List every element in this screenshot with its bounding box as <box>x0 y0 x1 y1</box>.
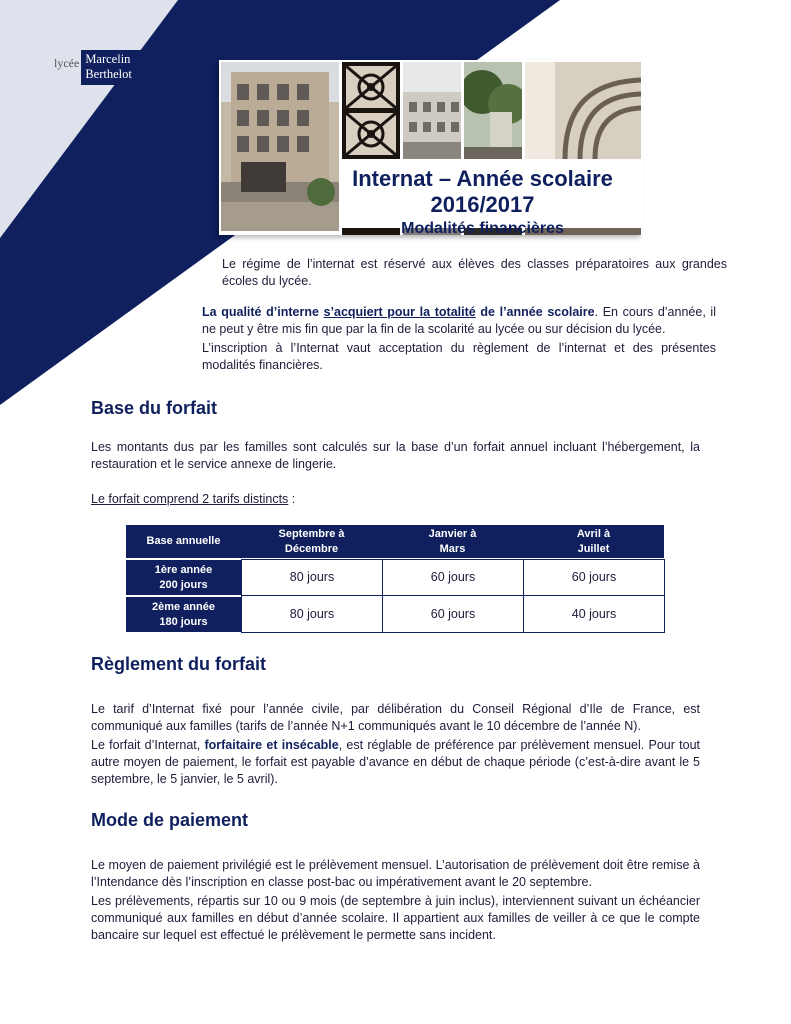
table-cell: 60 jours <box>382 559 524 596</box>
table-col-header <box>523 525 664 558</box>
tarifs-link: Le forfait comprend 2 tarifs distincts <box>91 492 289 506</box>
col-1-line-1: Septembre à <box>278 527 345 540</box>
school-logo <box>54 50 147 85</box>
photo-street-building <box>403 62 461 159</box>
logo-box <box>81 50 147 85</box>
col-3-line-2: Juillet <box>577 542 610 555</box>
reglement-text-b: , est réglable de préférence par prélèvement mensuel. Pour tout autre moyen de paiement, le forfait est payable d’avance en début de chaque période (c’est-à-dire avant le 5 septembre, le 5 janvier, le 5 avril). <box>91 738 700 786</box>
title-box <box>322 160 643 238</box>
heading-reglement: Règlement du forfait <box>91 654 267 674</box>
logo-line-1: Marcelin <box>85 52 131 66</box>
row-1-line-2: 200 jours <box>159 578 208 591</box>
tarifs-link-suffix: : <box>288 492 296 506</box>
table-cell: 80 jours <box>241 559 383 596</box>
paiement-paragraph-1: Le moyen de paiement privilégié est le prélèvement mensuel. L’autorisation de prélèvement doit être remise à l’Intendance dès l’inscription en classe post-bac ou impérativement avant le 20 septembre. <box>91 858 700 889</box>
table-col-header <box>241 525 382 558</box>
intro-paragraph-3: L’inscription à l’Internat vaut acceptation du règlement de l’internat et des présentes modalités financières. <box>202 341 716 372</box>
reglement-paragraph-2 <box>91 737 700 788</box>
table-corner-header: Base annuelle <box>126 525 241 558</box>
table-cell: 60 jours <box>382 595 524 633</box>
intro-underlined: s’acquiert pour la totalité <box>323 305 476 319</box>
table-col-header <box>382 525 523 558</box>
logo-prefix: lycée <box>54 56 80 70</box>
col-1-line-2: Décembre <box>284 542 339 555</box>
photo-ironwork <box>342 62 400 159</box>
row-2-line-2: 180 jours <box>159 615 208 628</box>
base-forfait-note <box>91 491 295 508</box>
reglement-text-a: Le forfait d’Internat, <box>91 738 205 752</box>
table-cell: 80 jours <box>241 595 383 633</box>
intro-bold-1: La qualité d’interne <box>202 305 324 319</box>
col-3-line-1: Avril à <box>576 527 611 540</box>
table-cell: 40 jours <box>523 595 665 633</box>
heading-paiement: Mode de paiement <box>91 810 249 830</box>
photo-staircase <box>525 62 641 159</box>
page-title: Internat – Année scolaire 2016/2017 <box>352 166 613 217</box>
intro-paragraph-2 <box>202 304 716 338</box>
page-subtitle: Modalités financières <box>401 220 564 237</box>
paiement-paragraph-2: Les prélèvements, répartis sur 10 ou 9 mois (de septembre à juin inclus), interviennent suivant un échéancier communiqué aux familles en début d’année scolaire. Il appartient aux familles de veiller à ce que le compte bancaire sur lequel est effectué le prélèvement le permette sans incident. <box>91 894 700 942</box>
intro-rest: . En cours d’année, il ne peut y être mis fin que par la fin de la scolarité au lycée ou sur décision du lycée. <box>202 305 716 336</box>
table-row-header <box>126 560 241 595</box>
col-2-line-1: Janvier à <box>428 527 477 540</box>
row-2-line-1: 2ème année <box>152 600 215 613</box>
col-2-line-2: Mars <box>439 542 466 555</box>
header-card <box>219 60 643 235</box>
photo-trees <box>464 62 522 159</box>
row-1-line-1: 1ère année <box>154 563 213 576</box>
intro-paragraph-1: Le régime de l’internat est réservé aux élèves des classes préparatoires aux grandes écoles du lycée. <box>222 257 727 288</box>
logo-line-2: Berthelot <box>85 67 132 81</box>
heading-base-forfait: Base du forfait <box>91 398 218 418</box>
table-row-header <box>126 597 241 632</box>
table-cell: 60 jours <box>523 559 665 596</box>
reglement-paragraph-1: Le tarif d’Internat fixé pour l’année civile, par délibération du Conseil Régional d’Ile de France, est communiqué aux familles (tarifs de l’année N+1 communiqués avant le 10 décembre de l’année N). <box>91 702 700 733</box>
reglement-bold: forfaitaire et insécable <box>204 738 339 752</box>
base-paragraph: Les montants dus par les familles sont calculés sur la base d’un forfait annuel incluant l’hébergement, la restauration et le service annexe de lingerie. <box>91 440 700 471</box>
intro-bold-2: de l’année scolaire <box>475 305 595 319</box>
